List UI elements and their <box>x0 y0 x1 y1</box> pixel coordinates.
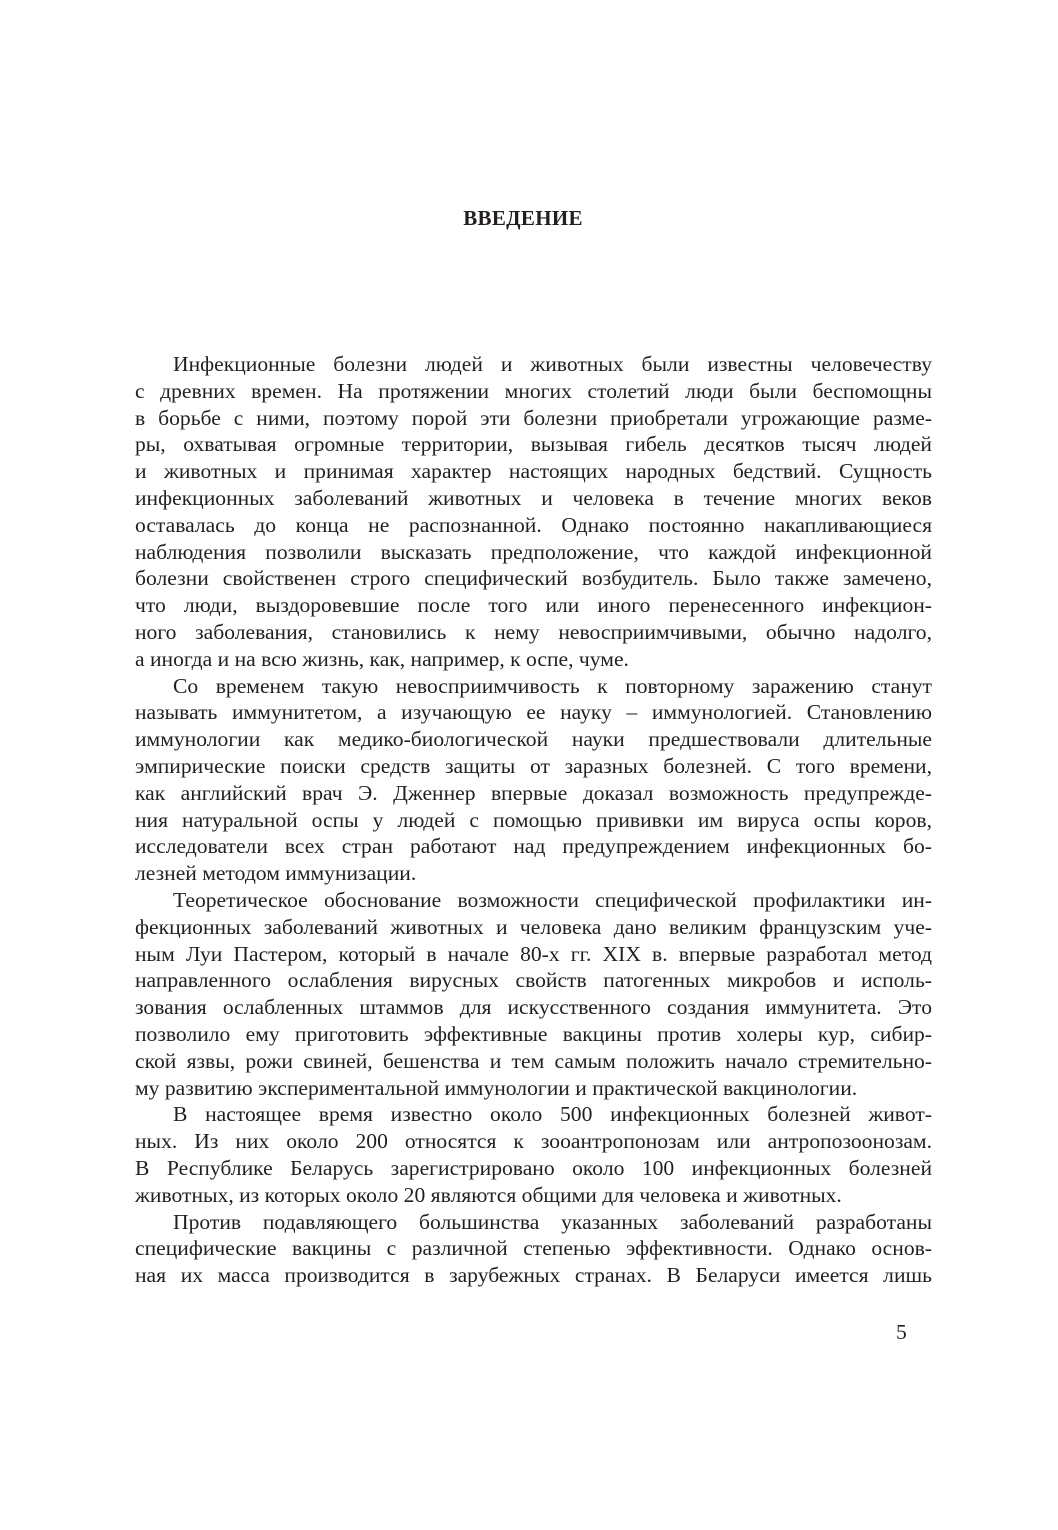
text-line: эмпирические поиски средств защиты от заразных болезней. С того времени, <box>135 753 932 778</box>
text-line: называть иммунитетом, а изучающую ее науку – иммунологией. Становлению <box>135 700 932 725</box>
text-line: а иногда и на всю жизнь, как, например, к оспе, чуме. <box>135 646 629 671</box>
text-line: как английский врач Э. Дженнер впервые доказал возможность предупрежде- <box>135 780 932 805</box>
text-line: в борьбе с ними, поэтому порой эти болезни приобретали угрожающие разме- <box>135 405 932 430</box>
text-line: Инфекционные болезни людей и животных были известны человечеству <box>173 352 932 376</box>
text-line: и животных и принимая характер настоящих народных бедствий. Сущность <box>135 459 932 484</box>
text-line: фекционных заболеваний животных и человека дано великим французским уче- <box>135 914 932 939</box>
text-line: му развитию экспериментальной иммунологии и практической вакцинологии. <box>135 1075 858 1100</box>
text-line: ного заболевания, становились к нему невосприимчивыми, обычно надолго, <box>135 619 932 644</box>
text-line: наблюдения позволили высказать предположение, что каждой инфекционной <box>135 539 932 564</box>
text-line: позволило ему приготовить эффективные вакцины против холеры кур, сибир- <box>135 1021 932 1046</box>
text-line: ской язвы, рожи свиней, бешенства и тем самым положить начало стремительно- <box>135 1048 932 1073</box>
text-line: оставалась до конца не распознанной. Однако постоянно накапливающиеся <box>135 512 932 537</box>
text-line: направленного ослабления вирусных свойств патогенных микробов и исполь- <box>135 968 932 993</box>
paragraph <box>135 1209 932 1289</box>
text-line: ры, охватывая огромные территории, вызывая гибель десятков тысяч людей <box>135 432 932 457</box>
text-line: ных. Из них около 200 относятся к зооантропонозам или антропозоонозам. <box>135 1129 932 1154</box>
text-line: лезней методом иммунизации. <box>135 861 417 886</box>
text-line: инфекционных заболеваний животных и человека в течение многих веков <box>135 485 932 510</box>
paragraph <box>135 351 932 673</box>
text-line: болезни свойственен строго специфический возбудитель. Было также замечено, <box>135 566 932 591</box>
page-number: 5 <box>896 1320 907 1344</box>
text-line: ным Луи Пастером, который в начале 80-х гг. XIX в. впервые разработал метод <box>135 941 932 966</box>
chapter-title: ВВЕДЕНИЕ <box>463 206 583 230</box>
text-line: что люди, выздоровевшие после того или иного перенесенного инфекцион- <box>135 593 932 618</box>
text-line: иммунологии как медико-биологической науки предшествовали длительные <box>135 727 932 752</box>
text-line: В Республике Беларусь зарегистрировано около 100 инфекционных болезней <box>135 1155 932 1180</box>
text-line: Против подавляющего большинства указанных заболеваний разработаны <box>173 1209 932 1234</box>
text-line: с древних времен. На протяжении многих столетий люди были беспомощны <box>135 378 932 403</box>
paragraph <box>135 673 932 887</box>
text-line: Со временем такую невосприимчивость к повторному заражению станут <box>173 673 932 698</box>
body-text <box>135 351 932 1289</box>
text-line: ния натуральной оспы у людей с помощью прививки им вируса оспы коров, <box>135 807 932 832</box>
text-line: Теоретическое обоснование возможности специфической профилактики ин- <box>173 887 932 912</box>
text-line: специфические вакцины с различной степенью эффективности. Однако основ- <box>135 1236 932 1261</box>
text-line: В настоящее время известно около 500 инфекционных болезней живот- <box>173 1102 932 1127</box>
text-line: животных, из которых около 20 являются общими для человека и животных. <box>135 1182 842 1207</box>
text-line: ная их масса производится в зарубежных странах. В Беларуси имеется лишь <box>135 1263 932 1288</box>
paragraph <box>135 887 932 1101</box>
paragraph <box>135 1101 932 1208</box>
text-line: зования ослабленных штаммов для искусственного создания иммунитета. Это <box>135 995 932 1020</box>
text-line: исследователи всех стран работают над предупреждением инфекционных бо- <box>135 834 932 859</box>
